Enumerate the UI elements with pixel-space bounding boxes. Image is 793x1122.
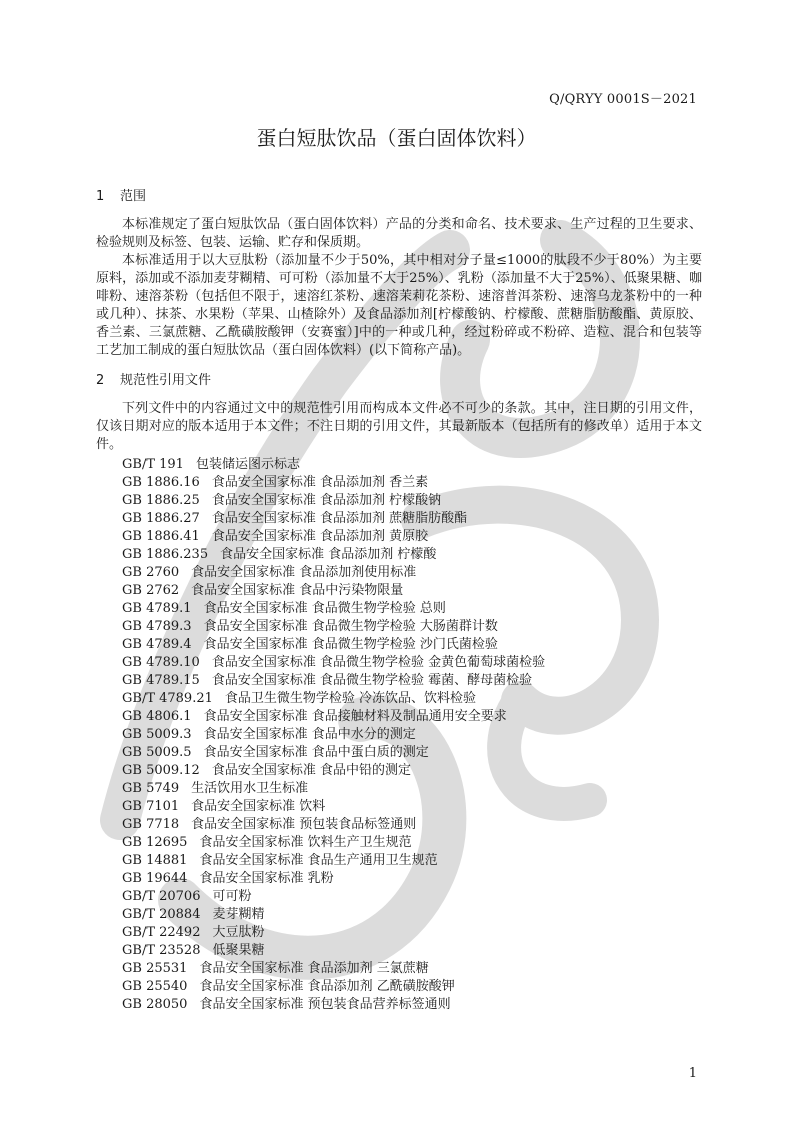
reference-title: 食品安全国家标准 食品添加剂使用标准	[191, 565, 417, 580]
reference-code: GB 1886.41	[122, 529, 200, 544]
reference-title: 食品安全国家标准 食品接触材料及制品通用安全要求	[203, 709, 507, 724]
reference-code: GB 5009.12	[122, 763, 200, 778]
reference-title: 食品安全国家标准 乳粉	[199, 871, 334, 886]
document-body	[96, 188, 702, 1026]
reference-item	[122, 816, 702, 834]
reference-code: GB/T 22492	[122, 925, 201, 940]
reference-title: 大豆肽粉	[212, 925, 265, 940]
reference-title: 食品卫生微生物学检验 冷冻饮品、饮料检验	[224, 691, 477, 706]
reference-code: GB 25540	[122, 979, 188, 994]
reference-item	[122, 456, 702, 474]
section-heading	[96, 372, 702, 390]
standard-code: Q/QRYY 0001S－2021	[549, 92, 697, 107]
reference-item	[122, 672, 702, 690]
reference-item	[122, 834, 702, 852]
reference-code: GB 14881	[122, 853, 188, 868]
reference-title: 食品安全国家标准 食品微生物学检验 霉菌、酵母菌检验	[211, 673, 533, 688]
reference-code: GB 5009.5	[122, 745, 192, 760]
reference-item	[122, 564, 702, 582]
reference-code: GB 1886.25	[122, 493, 200, 508]
reference-item	[122, 942, 702, 960]
reference-code: GB 5009.3	[122, 727, 192, 742]
section-number: 1	[96, 189, 105, 204]
reference-item	[122, 618, 702, 636]
reference-item	[122, 870, 702, 888]
reference-title: 包装储运图示标志	[195, 457, 300, 472]
reference-item	[122, 636, 702, 654]
reference-title: 食品安全国家标准 食品中蛋白质的测定	[203, 745, 429, 760]
page-number: 1	[688, 1066, 697, 1081]
reference-title: 食品安全国家标准 预包装食品营养标签通则	[199, 997, 451, 1012]
reference-item	[122, 582, 702, 600]
reference-title: 食品安全国家标准 食品添加剂 三氯蔗糖	[199, 961, 429, 976]
reference-item	[122, 528, 702, 546]
reference-title: 可可粉	[212, 889, 252, 904]
reference-title: 食品安全国家标准 食品微生物学检验 大肠菌群计数	[203, 619, 498, 634]
reference-code: GB 1886.235	[122, 547, 209, 562]
reference-item	[122, 510, 702, 528]
reference-title: 食品安全国家标准 预包装食品标签通则	[191, 817, 417, 832]
reference-code: GB 4789.10	[122, 655, 200, 670]
reference-code: GB 19644	[122, 871, 188, 886]
reference-item	[122, 762, 702, 780]
reference-item	[122, 888, 702, 906]
reference-item	[122, 960, 702, 978]
reference-title: 食品安全国家标准 食品添加剂 黄原胶	[211, 529, 429, 544]
reference-item	[122, 978, 702, 996]
reference-code: GB 2762	[122, 583, 180, 598]
reference-item	[122, 546, 702, 564]
reference-title: 食品安全国家标准 食品微生物学检验 金黄色葡萄球菌检验	[211, 655, 546, 670]
reference-code: GB 28050	[122, 997, 188, 1012]
reference-item	[122, 852, 702, 870]
reference-title: 食品安全国家标准 食品中水分的测定	[203, 727, 416, 742]
reference-title: 食品安全国家标准 食品微生物学检验 沙门氏菌检验	[203, 637, 498, 652]
reference-item	[122, 654, 702, 672]
reference-code: GB 7718	[122, 817, 180, 832]
reference-code: GB 4789.1	[122, 601, 192, 616]
reference-title: 食品安全国家标准 食品添加剂 蔗糖脂肪酸酯	[211, 511, 468, 526]
section-title: 规范性引用文件	[120, 373, 212, 388]
reference-item	[122, 474, 702, 492]
reference-item	[122, 492, 702, 510]
reference-title: 食品安全国家标准 食品添加剂 香兰素	[211, 475, 429, 490]
reference-title: 食品安全国家标准 食品中污染物限量	[191, 583, 404, 598]
reference-code: GB 12695	[122, 835, 188, 850]
section-heading	[96, 188, 702, 206]
reference-item	[122, 780, 702, 798]
section-normative-references	[96, 372, 702, 1014]
reference-code: GB 4789.3	[122, 619, 192, 634]
reference-title: 麦芽糊精	[212, 907, 265, 922]
reference-code: GB 4789.4	[122, 637, 192, 652]
reference-title: 低聚果糖	[212, 943, 265, 958]
paragraph: 本标准适用于以大豆肽粉（添加量不少于50%，其中相对分子量≤1000的肽段不少于80%）为主要原料，添加或不添加麦芽糊精、可可粉（添加量不大于25%）、乳粉（添加量不大于25%）、低聚果糖、咖啡粉、速溶茶粉（包括但不限于，速溶红茶粉、速溶茉莉花茶粉、速溶普洱茶粉、速溶乌龙茶粉中的一种或几种）、抹茶、水果粉（苹果、山楂除外）及食品添加剂[柠檬酸钠、柠檬酸、蔗糖脂肪酸酯、黄原胶、香兰素、三氯蔗糖、乙酰磺胺酸钾（安赛蜜）]中的一种或几种，经过粉碎或不粉碎、造粒、混合和包装等工艺加工制成的蛋白短肽饮品（蛋白固体饮料）(以下简称产品)。	[96, 253, 702, 358]
reference-title: 食品安全国家标准 食品生产通用卫生规范	[199, 853, 438, 868]
paragraph: 本标准规定了蛋白短肽饮品（蛋白固体饮料）产品的分类和命名、技术要求、生产过程的卫生要求、检验规则及标签、包装、运输、贮存和保质期。	[96, 217, 702, 250]
page-title: 蛋白短肽饮品（蛋白固体饮料）	[256, 126, 537, 150]
reference-item	[122, 708, 702, 726]
reference-item	[122, 906, 702, 924]
reference-item	[122, 690, 702, 708]
reference-code: GB 1886.16	[122, 475, 200, 490]
reference-item	[122, 798, 702, 816]
reference-code: GB/T 4789.21	[122, 691, 213, 706]
section-scope	[96, 188, 702, 360]
reference-list	[122, 456, 702, 1014]
reference-item	[122, 600, 702, 618]
reference-title: 食品安全国家标准 食品添加剂 柠檬酸钠	[211, 493, 442, 508]
reference-code: GB/T 23528	[122, 943, 201, 958]
reference-code: GB 4789.15	[122, 673, 200, 688]
reference-title: 食品安全国家标准 食品添加剂 乙酰磺胺酸钾	[199, 979, 455, 994]
reference-code: GB/T 20884	[122, 907, 201, 922]
reference-title: 生活饮用水卫生标准	[191, 781, 309, 796]
section-title: 范围	[120, 189, 147, 204]
reference-item	[122, 744, 702, 762]
reference-code: GB/T 191	[122, 457, 184, 472]
reference-code: GB 4806.1	[122, 709, 192, 724]
reference-code: GB 1886.27	[122, 511, 200, 526]
reference-code: GB 5749	[122, 781, 180, 796]
reference-item	[122, 726, 702, 744]
paragraph: 下列文件中的内容通过文中的规范性引用而构成本文件必不可少的条款。其中，注日期的引用文件，仅该日期对应的版本适用于本文件；不注日期的引用文件，其最新版本（包括所有的修改单）适用于本文件。	[96, 401, 702, 452]
section-number: 2	[96, 373, 105, 388]
reference-code: GB 7101	[122, 799, 180, 814]
reference-title: 食品安全国家标准 食品添加剂 柠檬酸	[220, 547, 437, 562]
reference-title: 食品安全国家标准 食品中铅的测定	[211, 763, 411, 778]
reference-code: GB 2760	[122, 565, 180, 580]
reference-title: 食品安全国家标准 食品微生物学检验 总则	[203, 601, 446, 616]
reference-title: 食品安全国家标准 饮料生产卫生规范	[199, 835, 412, 850]
reference-item	[122, 924, 702, 942]
reference-title: 食品安全国家标准 饮料	[191, 799, 326, 814]
reference-code: GB/T 20706	[122, 889, 201, 904]
reference-code: GB 25531	[122, 961, 188, 976]
reference-item	[122, 996, 702, 1014]
